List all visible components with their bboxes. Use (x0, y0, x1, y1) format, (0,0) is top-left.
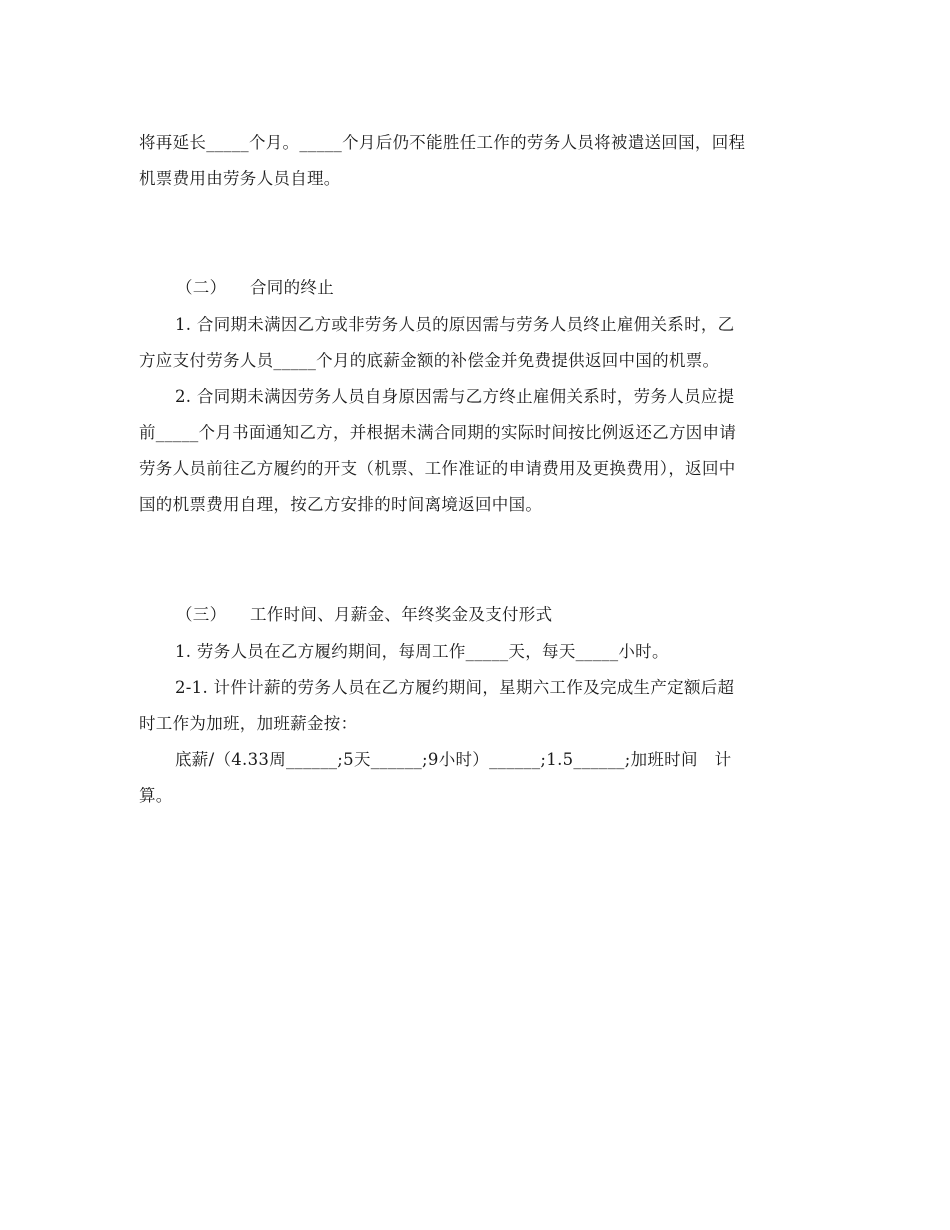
section2-item-1-line-1: 1. 合同期未满因乙方或非劳务人员的原因需与劳务人员终止雇佣关系时，乙 (175, 315, 735, 334)
section2-item-2-line-4: 国的机票费用自理，按乙方安排的时间离境返回中国。 (139, 495, 543, 514)
section2-title: 合同的终止 (250, 278, 334, 297)
section3-item-3-line-1: 底薪/（4.33周______;5天______;9小时）______;1.5______;加班时间 计 (175, 750, 732, 769)
section2-item-2-line-2: 前_____个月书面通知乙方，并根据未满合同期的实际时间按比例返还乙方因申请 (139, 423, 737, 442)
section3-item-2 (139, 670, 811, 742)
section3-item-3-line-2: 算。 (139, 786, 173, 805)
section2-number: （二） (176, 278, 227, 297)
intro-paragraph (139, 125, 811, 197)
intro-line-1: 将再延长_____个月。_____个月后仍不能胜任工作的劳务人员将被遣送回国，回程 (139, 133, 746, 152)
intro-line-2: 机票费用由劳务人员自理。 (139, 169, 341, 188)
section2-heading (176, 270, 334, 306)
section3-item-1-line-1: 1. 劳务人员在乙方履约期间，每周工作_____天，每天_____小时。 (175, 642, 669, 661)
section3-item-1 (139, 634, 811, 670)
section3-title: 工作时间、月薪金、年终奖金及支付形式 (250, 605, 553, 624)
section3-item-2-line-2: 时工作为加班，加班薪金按： (139, 714, 358, 733)
section3-heading (176, 597, 552, 633)
section3-item-2-line-1: 2-1. 计件计薪的劳务人员在乙方履约期间，星期六工作及完成生产定额后超 (175, 678, 735, 697)
section3-number: （三） (176, 605, 227, 624)
section3-item-3 (139, 742, 811, 814)
section2-item-1-line-2: 方应支付劳务人员_____个月的底薪金额的补偿金并免费提供返回中国的机票。 (139, 351, 720, 370)
section2-item-2-line-3: 劳务人员前往乙方履约的开支（机票、工作准证的申请费用及更换费用），返回中 (139, 459, 736, 478)
section2-item-1 (139, 307, 811, 379)
section2-item-2 (139, 379, 811, 523)
section2-item-2-line-1: 2. 合同期未满因劳务人员自身原因需与乙方终止雇佣关系时，劳务人员应提 (175, 387, 735, 406)
